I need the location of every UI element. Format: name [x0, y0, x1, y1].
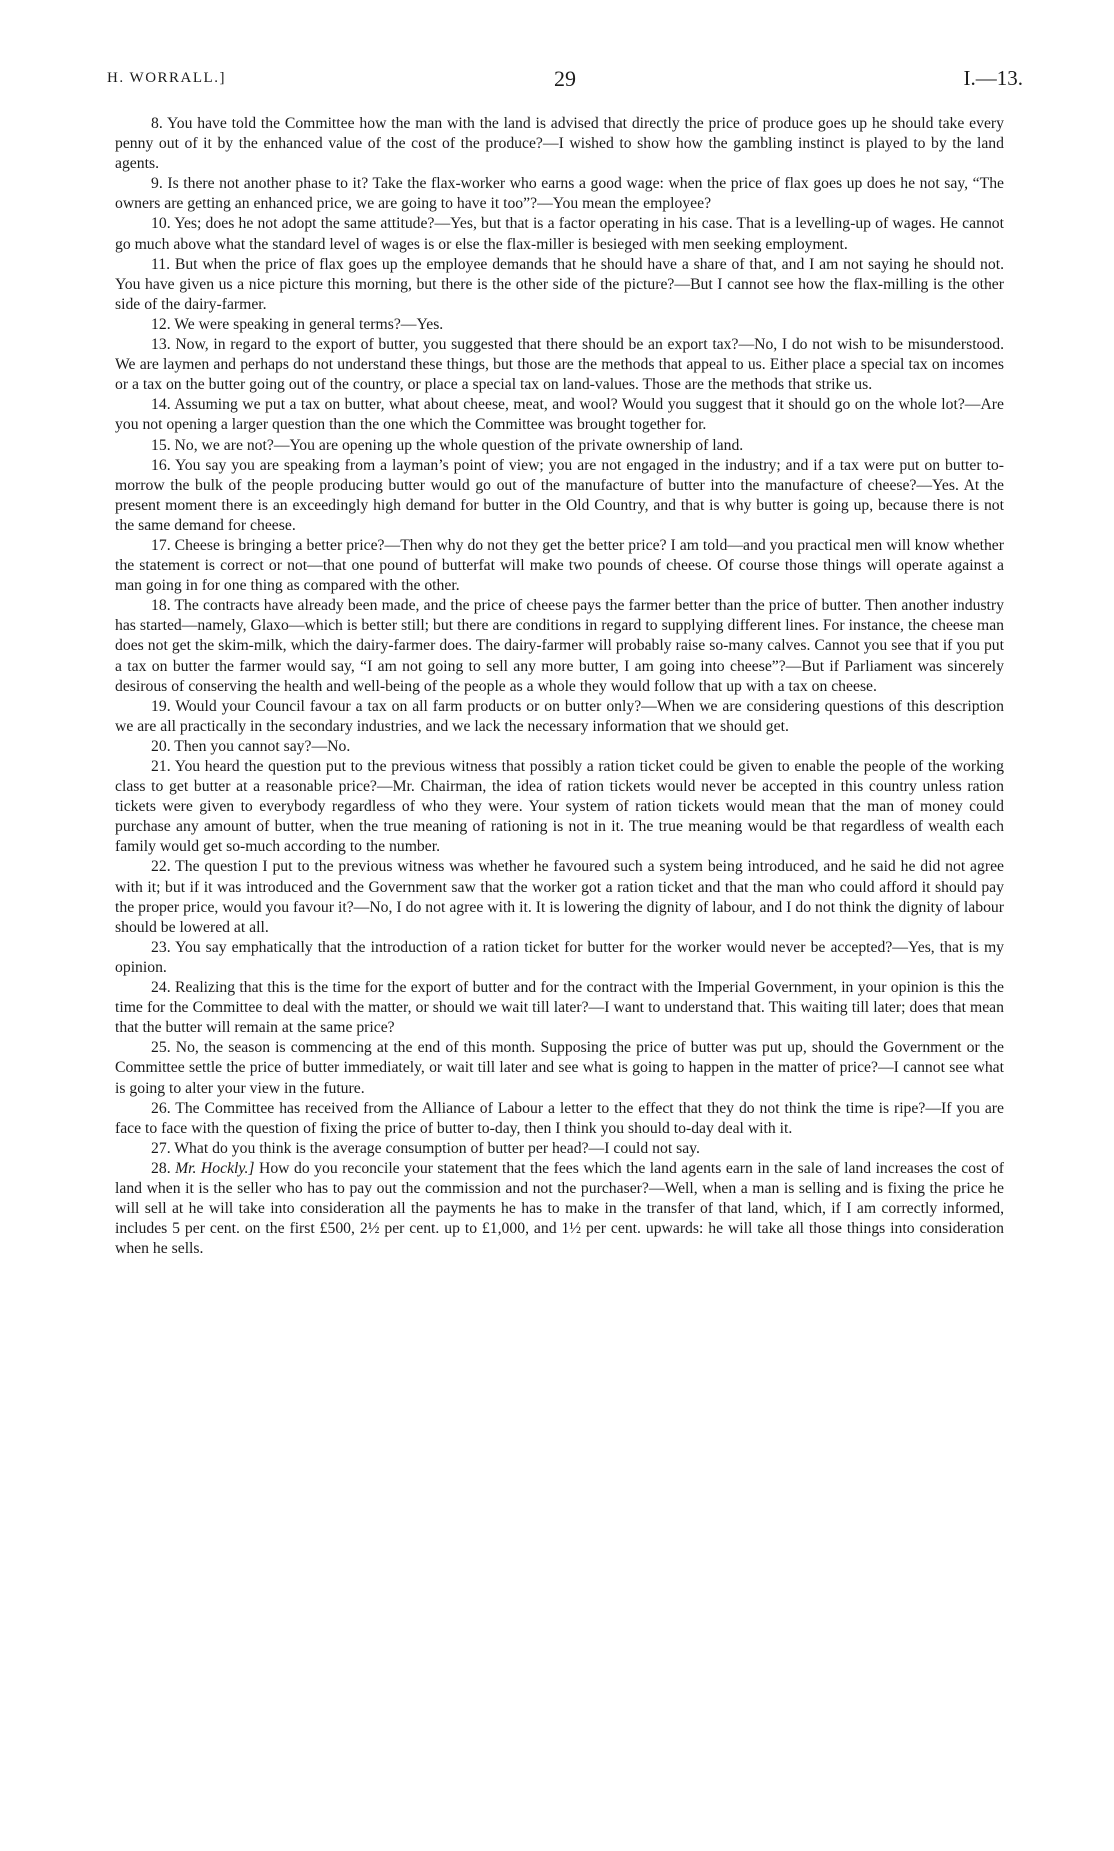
- question-answer-text: Realizing that this is the time for the export of butter and for the contract with the Imperial Government, in your opinion is this the time for the Committee to deal with the matter, or should we wait till later?—I want to understand that. This waiting till later; does that mean that the butter will remain at the same price?: [115, 979, 1004, 1037]
- question-number: 15.: [151, 436, 171, 454]
- witness-name: H. WORRALL.]: [107, 70, 226, 86]
- question-number: 8.: [151, 115, 163, 132]
- question-number: 11.: [151, 255, 171, 273]
- question-answer-text: We were speaking in general terms?—Yes.: [174, 315, 444, 333]
- evidence-paragraph: [115, 938, 1004, 978]
- evidence-paragraph: [115, 114, 1004, 174]
- question-answer-text: No, we are not?—You are opening up the whole question of the private ownership of land.: [174, 436, 744, 454]
- question-answer-text: Cheese is bringing a better price?—Then why do not they get the better price? I am told—and you practical men will know whether the statement is correct or not—that one pound of butterfat will make two pounds of cheese. Of course those things will operate against a man going in for one thing as compared with the other.: [115, 536, 1004, 595]
- evidence-paragraph: [115, 214, 1004, 254]
- question-number: 28.: [151, 1159, 171, 1177]
- question-number: 12.: [151, 315, 171, 333]
- evidence-paragraph: [115, 596, 1004, 696]
- question-number: 22.: [151, 858, 171, 876]
- evidence-paragraph: [115, 1139, 1004, 1159]
- speaker-name: Mr. Hockly.]: [175, 1159, 255, 1177]
- evidence-paragraph: [115, 255, 1004, 315]
- question-answer-text: Yes; does he not adopt the same attitude?—Yes, but that is a factor operating in his case. That is a levelling-up of wages. He cannot go much above what the standard level of wages is or else the flax-miller is besieged with men seeking employment.: [115, 215, 1004, 253]
- question-number: 13.: [151, 336, 171, 354]
- evidence-paragraph: [115, 978, 1004, 1038]
- question-number: 26.: [151, 1099, 171, 1117]
- question-answer-text: Then you cannot say?—No.: [174, 737, 351, 755]
- evidence-paragraph: [115, 1159, 1004, 1259]
- question-answer-text: The contracts have already been made, and the price of cheese pays the farmer better than the price of butter. Then another industry has started—namely, Glaxo—which is better still; but there are conditions in regard to supplying different lines. For instance, the cheese man does not get the skim-milk, which the dairy-farmer does. The dairy-farmer will probably raise so-many calves. Cannot you see that if you put a tax on butter the farmer would say, “I am not going to sell any more butter, I am going into cheese”?—But if Parliament was sincerely desirous of conserving the health and well-being of the people as a whole they would follow that up with a tax on cheese.: [115, 597, 1004, 695]
- question-answer-text: You say you are speaking from a layman’s point of view; you are not engaged in the industry; and if a tax were put on butter to-morrow the bulk of the people producing butter would go out of the manufacture of butter into the manufacture of cheese?—Yes. At the present moment there is an exceedingly high demand for butter in the Old Country, and that is why butter is going up, because there is not the same demand for cheese.: [115, 456, 1004, 534]
- question-answer-text: No, the season is commencing at the end of this month. Supposing the price of butter was put up, should the Government or the Committee settle the price of butter immediately, or wait till later and see what is going to happen in the matter of price?—I cannot see what is going to alter your view in the future.: [115, 1039, 1005, 1097]
- question-answer-text: How do you reconcile your statement that the fees which the land agents earn in the sale of land increases the cost of land when it is the seller who has to pay out the commission and not the purchaser?—Well, when a man is selling and is fixing the price he will sell at he will take into consideration all the payments he has to make in the transfer of that land, which, if I am correctly informed, includes 5 per cent. on the first £500, 2½ per cent. up to £1,000, and 1½ per cent. upwards: he will take all those things into consideration when he sells.: [115, 1159, 1005, 1258]
- question-answer-text: You say emphatically that the introduction of a ration ticket for butter for the worker would never be accepted?—Yes, that is my opinion.: [115, 938, 1005, 976]
- question-answer-text: What do you think is the average consumption of butter per head?—I could not say.: [174, 1139, 700, 1157]
- evidence-paragraph: [115, 757, 1004, 857]
- page-header: [107, 62, 1023, 92]
- question-number: 9.: [151, 175, 163, 193]
- question-number: 20.: [151, 737, 171, 755]
- question-number: 14.: [151, 396, 171, 414]
- page-number: 29: [554, 66, 576, 91]
- evidence-paragraph: [115, 697, 1004, 737]
- evidence-paragraph: [115, 436, 1004, 456]
- question-number: 18.: [151, 597, 171, 615]
- question-number: 17.: [151, 536, 171, 554]
- evidence-paragraph: [115, 395, 1004, 435]
- question-answer-text: Now, in regard to the export of butter, you suggested that there should be an export tax?—No, I do not wish to be misunderstood. We are laymen and perhaps do not understand these things, but those are the methods that appeal to us. Either place a special tax on incomes or a tax on the butter going out of the country, or place a special tax on land-values. Those are the methods that strike us.: [115, 336, 1005, 394]
- question-answer-text: Assuming we put a tax on butter, what about cheese, meat, and wool? Would you suggest that it should go on the whole lot?—Are you not opening a larger question than the one which the Committee was brought together for.: [115, 396, 1004, 434]
- question-number: 10.: [151, 215, 171, 233]
- question-number: 16.: [151, 456, 171, 474]
- evidence-paragraph: [115, 536, 1004, 596]
- question-number: 21.: [151, 758, 171, 775]
- question-number: 23.: [151, 938, 171, 956]
- question-number: 25.: [151, 1039, 171, 1057]
- question-answer-text: You heard the question put to the previous witness that possibly a ration ticket could be given to enable the people of the working class to get butter at a reasonable price?—Mr. Chairman, the idea of ration tickets would never be accepted in this country unless ration tickets were given to everybody regardless of who they were. Your system of ration tickets would mean that the man of money could purchase any amount of butter, when the true meaning of rationing is not in it. The true meaning would be that regardless of wealth each family would get so-much according to the number.: [115, 758, 1005, 856]
- question-answer-text: The Committee has received from the Alliance of Labour a letter to the effect that they do not think the time is ripe?—If you are face to face with the question of fixing the price of butter to-day, then I think you should to-day deal with it.: [115, 1099, 1004, 1137]
- evidence-paragraph: [115, 1038, 1004, 1098]
- evidence-paragraph: [115, 1099, 1004, 1139]
- evidence-paragraph: [115, 456, 1004, 536]
- question-answer-text: Is there not another phase to it? Take the flax-worker who earns a good wage: when the price of flax goes up does he not say, “The owners are getting an enhanced price, we are going to have it too”?—You mean the employee?: [115, 175, 1004, 213]
- question-answer-text: But when the price of flax goes up the employee demands that he should have a share of that, and I am not saying he should not. You have given us a nice picture this morning, but there is the other side of the picture?—But I cannot see how the flax-milling is the other side of the dairy-farmer.: [115, 255, 1005, 313]
- evidence-paragraph: [115, 335, 1004, 395]
- question-answer-text: The question I put to the previous witness was whether he favoured such a system being introduced, and he said he did not agree with it; but if it was introduced and the Government saw that the worker got a ration ticket and that the man who could afford it should pay the proper price, would you favour it?—No, I do not agree with it. It is lowering the dignity of labour, and I do not think the dignity of labour should be lowered at all.: [115, 858, 1004, 936]
- evidence-paragraph: [115, 857, 1004, 937]
- question-answer-text: Would your Council favour a tax on all farm products or on butter only?—When we are considering questions of this description we are all practically in the secondary industries, and we lack the necessary information that we should get.: [115, 697, 1004, 735]
- evidence-paragraph: [115, 315, 1004, 335]
- evidence-body: [115, 114, 1004, 1259]
- paper-reference: I.—13.: [963, 66, 1023, 90]
- question-answer-text: You have told the Committee how the man with the land is advised that directly the price of produce goes up he should take every penny out of it by the enhanced value of the cost of the produce?—I wished to show how the gambling instinct is played to by the land agents.: [115, 115, 1005, 173]
- question-number: 27.: [151, 1139, 171, 1157]
- question-number: 19.: [151, 697, 171, 715]
- evidence-paragraph: [115, 174, 1004, 214]
- question-number: 24.: [151, 979, 171, 997]
- evidence-paragraph: [115, 737, 1004, 757]
